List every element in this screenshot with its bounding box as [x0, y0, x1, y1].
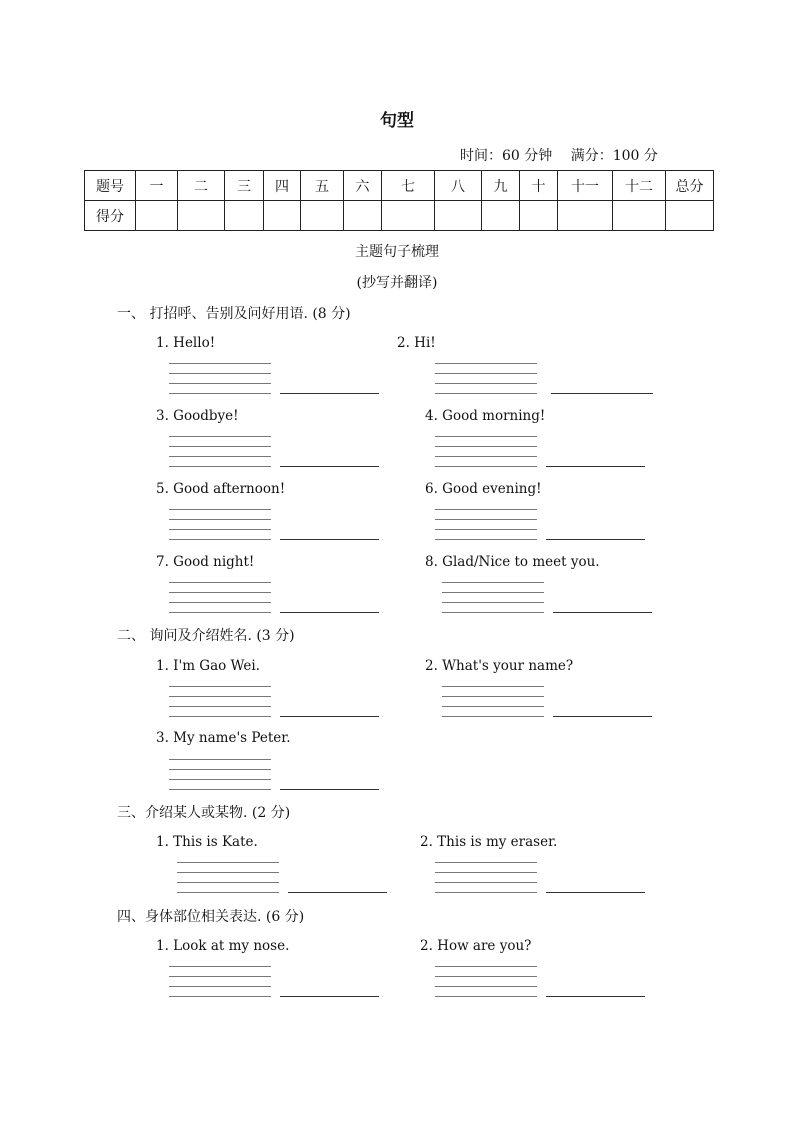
table-cell: 二	[178, 171, 225, 201]
translation-line[interactable]	[546, 466, 645, 467]
score-table-header-row	[85, 171, 714, 201]
sentence-item: 2. What's your name?	[425, 658, 574, 674]
copy-lines[interactable]	[169, 686, 271, 716]
sentence-item: 4. Good morning!	[425, 408, 546, 424]
table-cell: 十一	[558, 171, 613, 201]
sentence-item: 2. Hi!	[397, 335, 436, 351]
table-cell: 四	[264, 171, 301, 201]
translation-line[interactable]	[280, 716, 379, 717]
translation-line[interactable]	[553, 716, 652, 717]
time-limit: 时间：60 分钟	[460, 148, 553, 164]
translation-line[interactable]	[280, 996, 379, 997]
table-cell: 八	[435, 171, 482, 201]
sentence-item: 8. Glad/Nice to meet you.	[425, 554, 600, 570]
translation-line[interactable]	[553, 612, 652, 613]
translation-line[interactable]	[288, 892, 387, 893]
table-cell: 题号	[85, 171, 136, 201]
sentence-item: 1. Hello!	[156, 335, 216, 351]
table-cell: 三	[225, 171, 264, 201]
score-cell[interactable]	[482, 201, 520, 231]
sentence-item: 7. Good night!	[156, 554, 255, 570]
table-cell: 总分	[666, 171, 714, 201]
page-title: 句型	[380, 111, 414, 131]
copy-lines[interactable]	[169, 966, 271, 996]
full-score: 满分：100 分	[570, 148, 658, 164]
table-cell: 得分	[85, 201, 136, 231]
table-cell: 九	[482, 171, 520, 201]
translation-line[interactable]	[551, 393, 653, 394]
section-heading: 二、 询问及介绍姓名. (3 分)	[117, 628, 295, 644]
translation-line[interactable]	[280, 789, 379, 790]
translation-line[interactable]	[280, 466, 379, 467]
sentence-item: 1. I'm Gao Wei.	[156, 658, 260, 674]
copy-lines[interactable]	[435, 436, 537, 466]
section-heading: 一、 打招呼、告别及问好用语. (8 分)	[117, 306, 351, 322]
copy-lines[interactable]	[169, 363, 271, 393]
copy-lines[interactable]	[169, 509, 271, 539]
table-cell: 十二	[613, 171, 666, 201]
table-cell: 五	[301, 171, 344, 201]
sentence-item: 2. How are you?	[420, 938, 532, 954]
translation-line[interactable]	[280, 539, 379, 540]
sentence-item: 5. Good afternoon!	[156, 481, 286, 497]
score-cell[interactable]	[435, 201, 482, 231]
translation-line[interactable]	[546, 539, 645, 540]
translation-line[interactable]	[546, 996, 645, 997]
copy-lines[interactable]	[435, 862, 537, 892]
copy-lines[interactable]	[169, 436, 271, 466]
sentence-item: 1. Look at my nose.	[156, 938, 290, 954]
table-cell: 十	[520, 171, 558, 201]
copy-lines[interactable]	[442, 686, 544, 716]
table-cell: 七	[382, 171, 435, 201]
subtitle: 主题句子梳理	[355, 244, 439, 260]
section-heading: 三、介绍某人或某物. (2 分)	[117, 805, 291, 821]
score-table	[84, 170, 714, 231]
sentence-item: 3. Goodbye!	[156, 408, 239, 424]
copy-lines[interactable]	[169, 759, 271, 789]
table-cell: 一	[136, 171, 178, 201]
score-cell[interactable]	[613, 201, 666, 231]
sentence-item: 2. This is my eraser.	[420, 834, 558, 850]
score-table-score-row	[85, 201, 714, 231]
score-cell[interactable]	[520, 201, 558, 231]
score-cell[interactable]	[264, 201, 301, 231]
table-cell: 六	[344, 171, 382, 201]
sentence-item: 6. Good evening!	[425, 481, 542, 497]
sentence-item: 1. This is Kate.	[156, 834, 258, 850]
score-cell[interactable]	[666, 201, 714, 231]
score-cell[interactable]	[178, 201, 225, 231]
copy-lines[interactable]	[177, 862, 279, 892]
instruction: (抄写并翻译)	[356, 275, 438, 291]
copy-lines[interactable]	[169, 582, 271, 612]
score-cell[interactable]	[558, 201, 613, 231]
copy-lines[interactable]	[442, 582, 544, 612]
copy-lines[interactable]	[435, 363, 537, 393]
translation-line[interactable]	[280, 393, 379, 394]
score-cell[interactable]	[382, 201, 435, 231]
copy-lines[interactable]	[435, 509, 537, 539]
score-cell[interactable]	[136, 201, 178, 231]
copy-lines[interactable]	[435, 966, 537, 996]
score-cell[interactable]	[301, 201, 344, 231]
score-cell[interactable]	[344, 201, 382, 231]
section-heading: 四、身体部位相关表达. (6 分)	[117, 909, 305, 925]
translation-line[interactable]	[280, 612, 379, 613]
translation-line[interactable]	[546, 892, 645, 893]
sentence-item: 3. My name's Peter.	[156, 730, 291, 746]
score-cell[interactable]	[225, 201, 264, 231]
exam-meta	[460, 145, 672, 165]
